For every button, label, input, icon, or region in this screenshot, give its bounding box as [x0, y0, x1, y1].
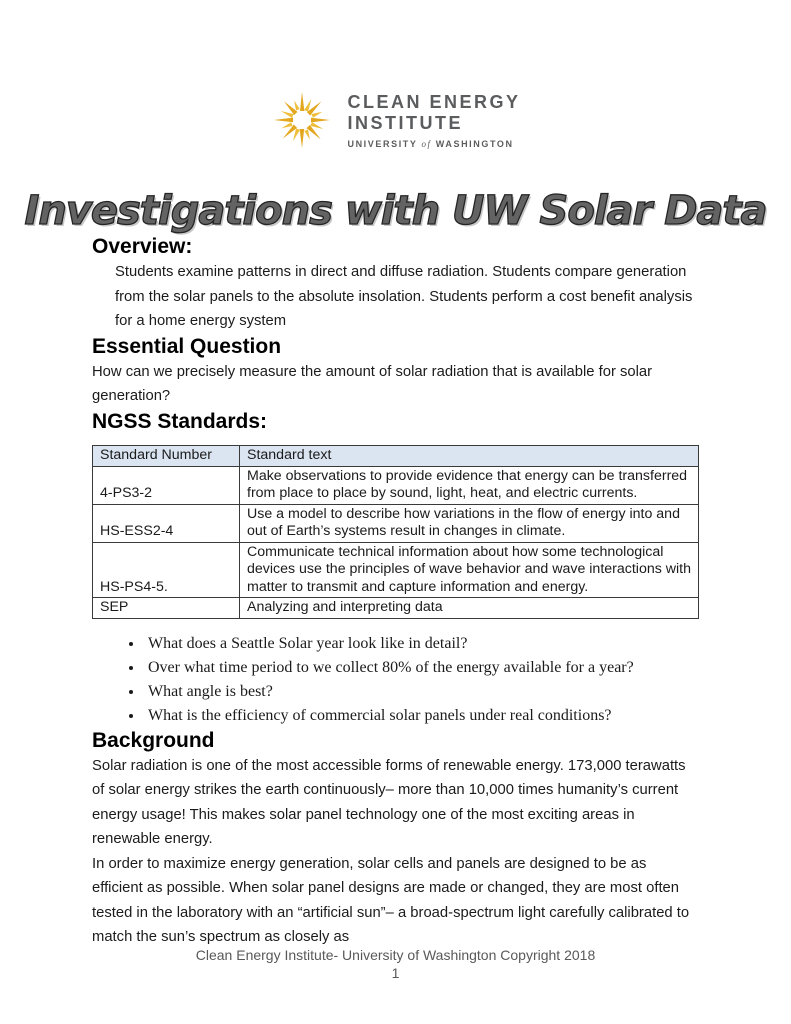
footer-copyright: Clean Energy Institute- University of Washington Copyright 2018 [195, 947, 596, 963]
standard-text-cell: Use a model to describe how variations in the flow of energy into and out of Earth’s systems result in changes in climate. [240, 504, 699, 542]
page-footer [0, 946, 791, 982]
table-row [93, 542, 699, 598]
table-header-row [93, 445, 699, 466]
essential-question-heading: Essential Question [92, 334, 282, 358]
table-row [93, 466, 699, 504]
footer-page-number: 1 [391, 965, 400, 981]
ngss-standards-table [92, 445, 699, 619]
logo-line-clean-energy: CLEAN ENERGY [347, 91, 521, 112]
column-header-standard-number: Standard Number [93, 445, 240, 466]
guiding-questions-list [92, 632, 699, 728]
standard-text-cell: Make observations to provide evidence that energy can be transferred from place to place by sound, light, heat, and electric currents. [240, 466, 699, 504]
standard-text-cell: Communicate technical information about how some technological devices use the principles of wave behavior and wave interactions with matter to transmit and capture information and energy. [240, 542, 699, 598]
standard-number-cell: 4-PS3-2 [93, 466, 240, 504]
background-paragraph-1: Solar radiation is one of the most accessible forms of renewable energy. 173,000 terawatts of solar energy strikes the earth continuously– more than 10,000 times humanity’s current energy usage! This makes solar panel technology one of the most exciting areas in renewable energy. [92, 757, 686, 847]
clean-energy-institute-logo [0, 86, 791, 154]
standard-text-cell: Analyzing and interpreting data [240, 598, 699, 619]
background-heading: Background [92, 728, 215, 752]
list-item: • What is the efficiency of commercial solar panels under real conditions? [144, 704, 699, 728]
logo-line-institute: INSTITUTE [347, 112, 463, 133]
background-paragraph-2: In order to maximize energy generation, solar cells and panels are designed to be as efficient as possible. When solar panel designs are made or changed, they are most often tested in the laboratory with an “artificial sun”– a broad-spectrum light carefully calibrated to match the sun’s spectrum as closely as [92, 855, 690, 945]
logo-university-line: UNIVERSITY of WASHINGTON [347, 138, 514, 149]
ngss-standards-heading: NGSS Standards: [92, 409, 268, 433]
standard-number-cell: HS-PS4-5. [93, 542, 240, 598]
column-header-standard-text: Standard text [240, 445, 699, 466]
logo-wordmark [347, 92, 520, 149]
document-body [92, 234, 699, 950]
table-row [93, 504, 699, 542]
standard-number-cell: SEP [93, 598, 240, 619]
list-item: • What does a Seattle Solar year look like in detail? [144, 632, 699, 656]
essential-question-paragraph: How can we precisely measure the amount of solar radiation that is available for solar generation? [92, 363, 653, 404]
list-item: • What angle is best? [144, 680, 699, 704]
overview-paragraph: Students examine patterns in direct and diffuse radiation. Students compare generation from the solar panels to the absolute insolation. Students perform a cost benefit analysis for a home energy system [115, 264, 693, 329]
list-item: • Over what time period to we collect 80% of the energy available for a year? [144, 656, 699, 680]
document-title: Investigations with UW Solar Data [24, 188, 767, 234]
sunburst-icon [270, 88, 334, 152]
overview-heading: Overview: [92, 235, 193, 258]
table-row [93, 598, 699, 619]
standard-number-cell: HS-ESS2-4 [93, 504, 240, 542]
